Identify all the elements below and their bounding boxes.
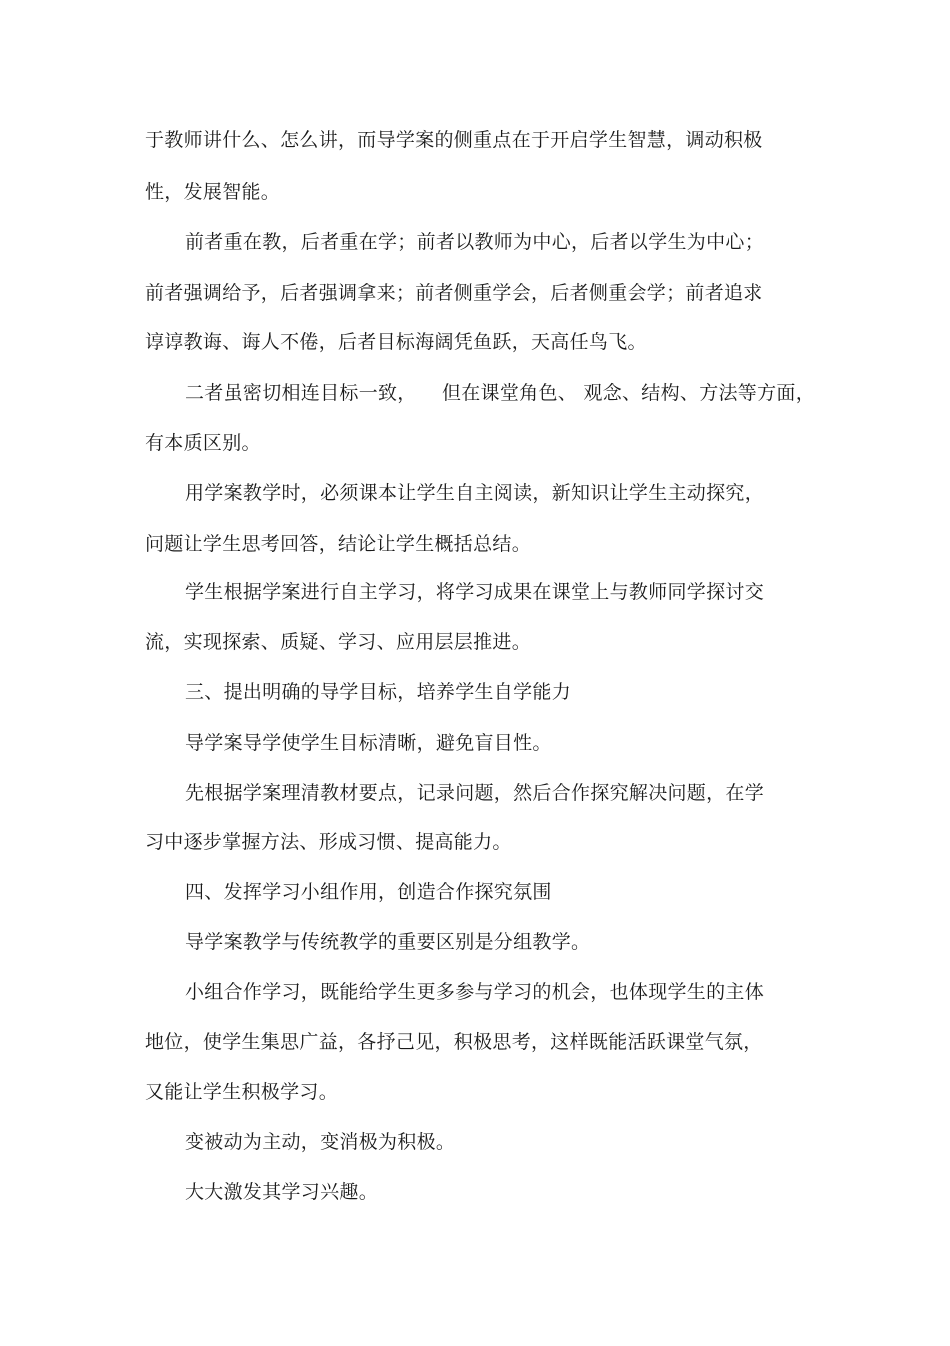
text-line: 学生根据学案进行自主学习，将学习成果在课堂上与教师同学探讨交 [185,581,765,603]
text-line: 二者虽密切相连目标一致， 但在课堂角色、 观念、结构、方法等方面， [185,382,815,404]
section-heading: 四、发挥学习小组作用，创造合作探究氛围 [185,881,552,903]
text-line: 导学案教学与传统教学的重要区别是分组教学。 [185,931,591,953]
text-line: 谆谆教诲、诲人不倦，后者目标海阔凭鱼跃，天高任鸟飞。 [145,331,647,353]
text-line: 性，发展智能。 [145,181,281,203]
text-line: 于教师讲什么、怎么讲，而导学案的侧重点在于开启学生智慧，调动积极 [145,129,763,151]
text-line: 地位，使学生集思广益，各抒己见，积极思考，这样既能活跃课堂气氛， [145,1031,763,1053]
text-line: 前者强调给予，后者强调拿来；前者侧重学会，后者侧重会学；前者追求 [145,282,763,304]
text-line: 又能让学生积极学习。 [145,1081,339,1103]
text-line: 习中逐步掌握方法、形成习惯、提高能力。 [145,831,512,853]
text-line: 先根据学案理清教材要点，记录问题，然后合作探究解决问题，在学 [185,782,765,804]
text-line: 用学案教学时，必须课本让学生自主阅读，新知识让学生主动探究， [185,482,765,504]
text-line: 前者重在教，后者重在学；前者以教师为中心，后者以学生为中心； [185,231,765,253]
text-line: 变被动为主动，变消极为积极。 [185,1131,456,1153]
section-heading: 三、提出明确的导学目标，培养学生自学能力 [185,681,572,703]
text-line: 流，实现探索、质疑、学习、应用层层推进。 [145,631,532,653]
text-line: 大大激发其学习兴趣。 [185,1181,379,1203]
text-line: 有本质区别。 [145,432,261,454]
text-line: 问题让学生思考回答，结论让学生概括总结。 [145,533,532,555]
text-line: 导学案导学使学生目标清晰，避免盲目性。 [185,732,552,754]
text-line: 小组合作学习，既能给学生更多参与学习的机会，也体现学生的主体 [185,981,765,1003]
